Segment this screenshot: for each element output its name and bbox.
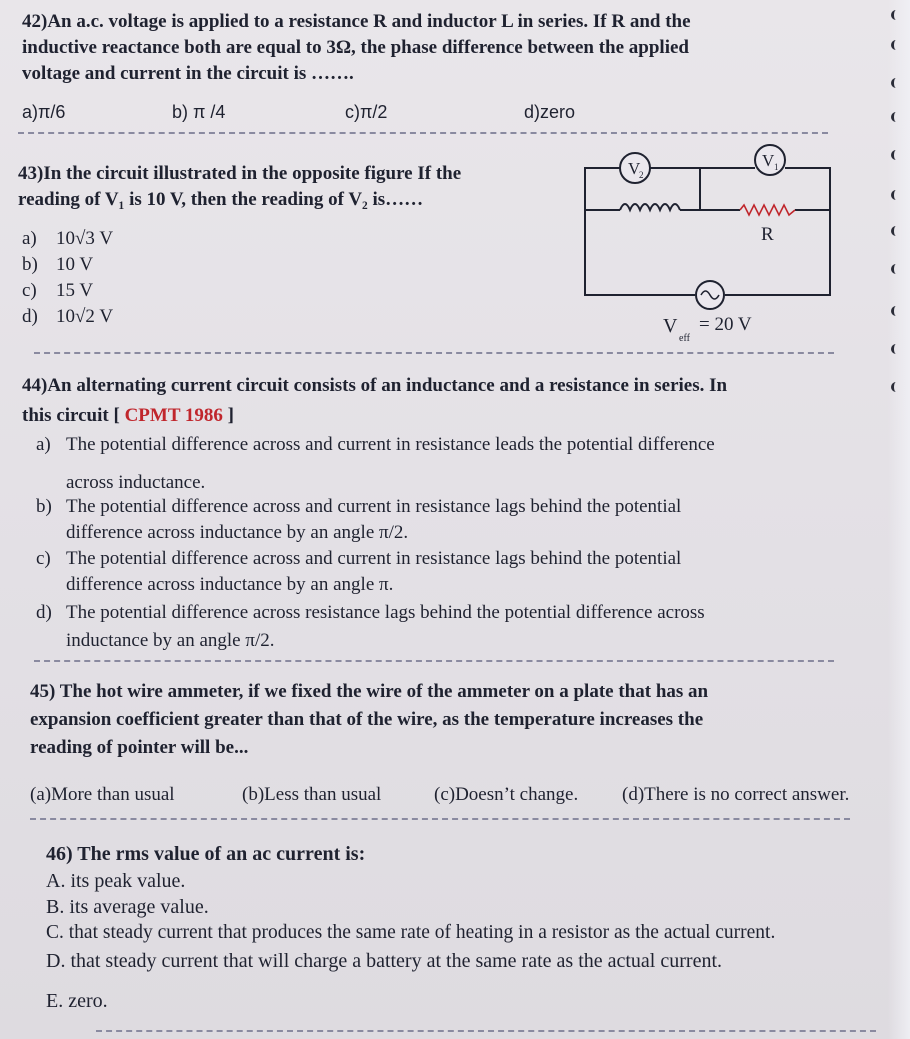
q44-option-a-cont: across inductance.	[66, 472, 206, 493]
binder-hole-icon	[891, 382, 908, 392]
q45-option-d: (d)There is no correct answer.	[622, 784, 850, 805]
q42-option-d: d)zero	[524, 102, 576, 122]
circuit-diagram	[575, 140, 845, 345]
binder-hole-icon	[891, 190, 908, 200]
option-label: c)	[22, 280, 37, 301]
binder-hole-icon	[891, 264, 908, 274]
q45-option-c: (c)Doesn’t change.	[434, 784, 579, 805]
veff-subscript: eff	[679, 333, 690, 344]
option-label: a)	[22, 228, 37, 249]
binder-hole-icon	[891, 10, 908, 20]
v2-subscript: 2	[639, 170, 644, 180]
divider	[34, 660, 834, 662]
q45-line3: reading of pointer will be...	[30, 737, 249, 758]
option-label: d)	[36, 602, 52, 623]
q44-option-d	[36, 602, 705, 624]
q46-title: 46) The rms value of an ac current is:	[46, 843, 366, 865]
q42-line1: 42)An a.c. voltage is applied to a resistance R and inductor L in series. If R and the	[22, 11, 691, 32]
q45-option-b: (b)Less than usual	[242, 784, 382, 805]
veff-value: = 20 V	[699, 314, 752, 335]
option-text: The potential difference across and current in resistance leads the potential difference	[66, 434, 715, 455]
q44-line2	[22, 404, 234, 428]
option-label: b)	[36, 496, 52, 517]
divider	[34, 352, 834, 354]
option-label: d)	[22, 306, 38, 327]
option-text: 10 V	[56, 254, 94, 275]
q42-option-b: b) π /4	[172, 102, 226, 122]
inductor-coil	[620, 204, 680, 210]
option-text: 10√3 V	[56, 228, 114, 249]
option-label: a)	[36, 434, 51, 455]
q44-option-c-cont: difference across inductance by an angle π.	[66, 574, 394, 595]
option-text: 15 V	[56, 280, 94, 301]
binder-hole-icon	[891, 226, 908, 236]
circuit-wire	[725, 210, 830, 295]
q44-line2-prefix: this circuit [	[22, 405, 125, 426]
v1-subscript: 1	[774, 162, 779, 172]
q42-option-a: a)π/6	[22, 102, 66, 122]
q42-option-c: c)π/2	[345, 102, 388, 122]
q45-option-a: (a)More than usual	[30, 784, 175, 805]
q42-line3: voltage and current in the circuit is …….	[22, 63, 354, 84]
q43-line2: reading of V₁ is 10 V, then the reading of V₂ is……	[18, 189, 424, 210]
binder-hole-icon	[891, 40, 908, 50]
voltmeter-wire	[785, 168, 830, 210]
q44-option-c	[36, 548, 681, 570]
binder-hole-icon	[891, 150, 908, 160]
binder-hole-icon	[891, 112, 908, 122]
q44-line2-suffix: ]	[222, 405, 234, 426]
voltmeter-wire	[585, 168, 620, 210]
q43-option-b	[22, 254, 93, 276]
circuit-wire	[585, 210, 695, 295]
q44-source-tag: CPMT 1986	[124, 405, 223, 426]
q44-option-d-cont: inductance by an angle π/2.	[66, 630, 275, 651]
q46-option-d: D. that steady current that will charge a battery at the same rate as the actual current.	[46, 950, 722, 972]
option-text: 10√2 V	[56, 306, 114, 327]
binder-edge	[888, 0, 910, 1039]
binder-hole-icon	[891, 78, 908, 88]
q46-option-c: C. that steady current that produces the same rate of heating in a resistor as the actual current.	[46, 922, 776, 943]
divider	[96, 1030, 876, 1032]
resistor-label: R	[761, 224, 774, 245]
q43-line1: 43)In the circuit illustrated in the opposite figure If the	[18, 163, 462, 184]
option-label: b)	[22, 254, 38, 275]
option-label: c)	[36, 548, 51, 569]
divider	[30, 818, 850, 820]
q45-line1: 45) The hot wire ammeter, if we fixed the wire of the ammeter on a plate that has an	[30, 681, 709, 702]
q43-option-a	[22, 228, 113, 250]
q46-option-b: B. its average value.	[46, 896, 209, 918]
veff-label: V	[663, 315, 678, 337]
binder-hole-icon	[891, 344, 908, 354]
q44-option-b	[36, 496, 681, 518]
q44-option-b-cont: difference across inductance by an angle π/2.	[66, 522, 409, 543]
option-text: The potential difference across and current in resistance lags behind the potential	[66, 496, 682, 517]
q42-line2: inductive reactance both are equal to 3Ω, the phase difference between the applied	[22, 37, 689, 58]
q44-option-a	[36, 434, 715, 456]
v2-label: V	[628, 159, 641, 178]
option-text: The potential difference across and current in resistance lags behind the potential	[66, 548, 682, 569]
q44-line1: 44)An alternating current circuit consists of an inductance and a resistance in series. In	[22, 375, 728, 396]
q45-line2: expansion coefficient greater than that of the wire, as the temperature increases the	[30, 709, 704, 730]
q46-option-a: A. its peak value.	[46, 870, 186, 892]
q43-option-c	[22, 280, 93, 302]
binder-hole-icon	[891, 306, 908, 316]
q46-option-e: E. zero.	[46, 990, 108, 1012]
q43-option-d	[22, 306, 113, 328]
option-text: The potential difference across resistance lags behind the potential difference across	[66, 602, 705, 623]
divider	[18, 132, 828, 134]
resistor	[740, 205, 795, 215]
v1-label: V	[762, 151, 775, 170]
